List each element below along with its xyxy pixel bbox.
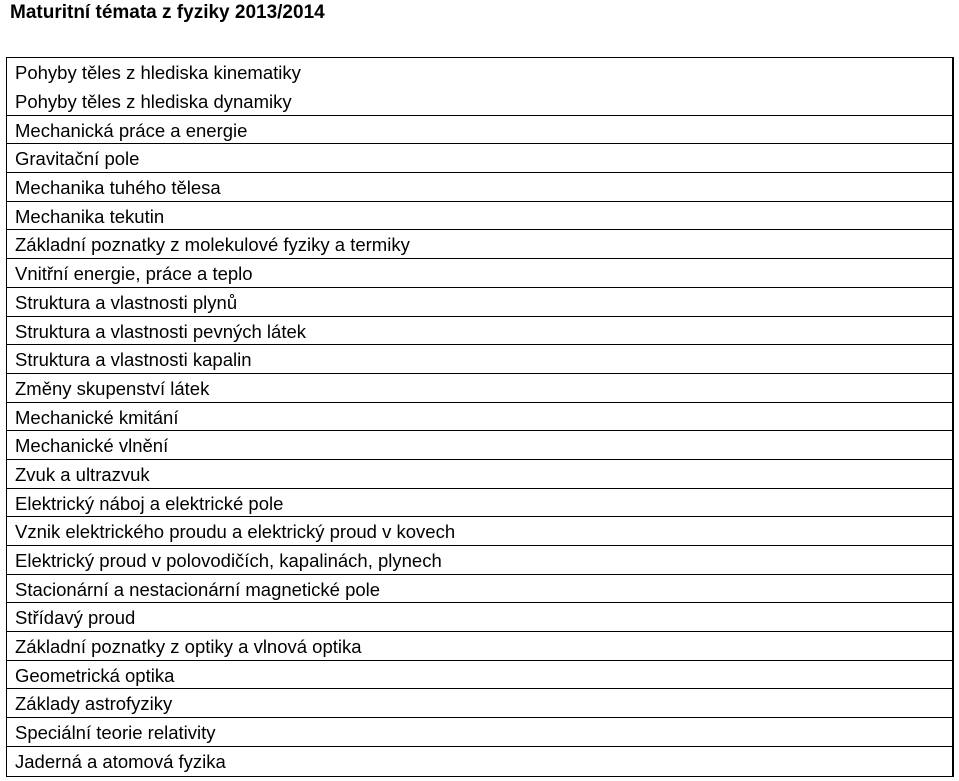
topic-row: Pohyby těles z hlediska dynamiky	[7, 87, 952, 116]
topic-row: Vznik elektrického proudu a elektrický proud v kovech	[7, 517, 952, 546]
topic-row: Základy astrofyziky	[7, 689, 952, 718]
topic-row: Gravitační pole	[7, 144, 952, 173]
topic-row: Mechanika tekutin	[7, 202, 952, 231]
topic-row: Mechanické kmitání	[7, 403, 952, 432]
topic-row: Geometrická optika	[7, 661, 952, 690]
topic-row: Mechanická práce a energie	[7, 116, 952, 145]
topic-row: Základní poznatky z optiky a vlnová optika	[7, 632, 952, 661]
topic-row: Stacionární a nestacionární magnetické pole	[7, 575, 952, 604]
topic-row: Speciální teorie relativity	[7, 718, 952, 747]
topics-table	[6, 57, 954, 777]
topic-row: Struktura a vlastnosti plynů	[7, 288, 952, 317]
topic-row: Změny skupenství látek	[7, 374, 952, 403]
topic-row: Elektrický proud v polovodičích, kapalinách, plynech	[7, 546, 952, 575]
topic-row: Zvuk a ultrazvuk	[7, 460, 952, 489]
topic-row: Pohyby těles z hlediska kinematiky	[15, 62, 301, 83]
topic-row: Jaderná a atomová fyzika	[15, 750, 226, 772]
topic-row: Vnitřní energie, práce a teplo	[7, 259, 952, 288]
page-title: Maturitní témata z fyziky 2013/2014	[10, 2, 325, 23]
topic-row: Mechanické vlnění	[7, 431, 952, 460]
topic-row: Elektrický náboj a elektrické pole	[7, 489, 952, 518]
topic-row: Struktura a vlastnosti pevných látek	[7, 317, 952, 346]
topic-row: Střídavý proud	[7, 603, 952, 632]
topic-row: Struktura a vlastnosti kapalin	[7, 345, 952, 374]
topic-row: Základní poznatky z molekulové fyziky a termiky	[7, 230, 952, 259]
topic-row: Mechanika tuhého tělesa	[7, 173, 952, 202]
